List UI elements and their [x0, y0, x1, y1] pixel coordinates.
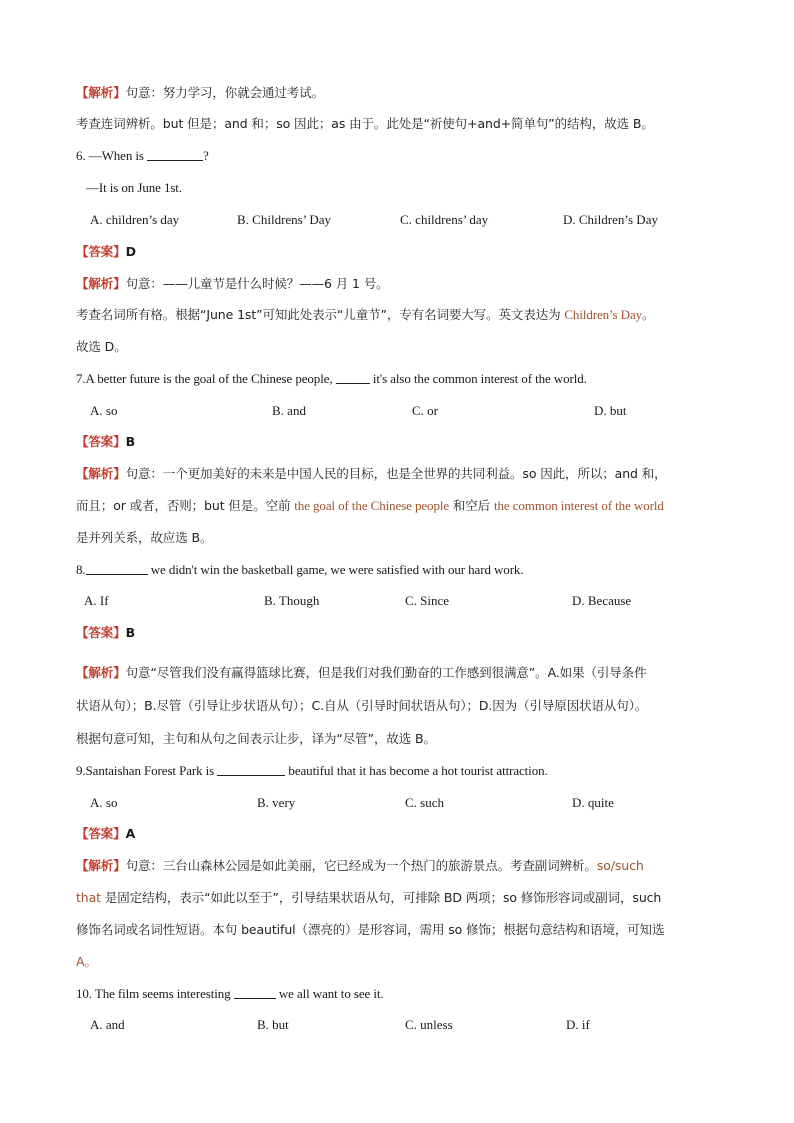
- q10-option-b: B. but: [257, 1017, 289, 1032]
- answer-blank: [217, 762, 285, 776]
- q8-answer: 【答案】B: [76, 625, 136, 640]
- answer-blank: [86, 561, 148, 575]
- q9-option-c: C. such: [405, 795, 444, 810]
- q9-stem: 9.Santaishan Forest Park is beautiful that it has become a hot tourist attraction.: [76, 763, 548, 778]
- q7-option-b: B. and: [272, 403, 306, 418]
- analysis-label: 【解析】: [76, 276, 126, 291]
- q7-option-d: D. but: [594, 403, 627, 418]
- q5-analysis-line1: 【解析】句意：努力学习，你就会通过考试。: [76, 85, 325, 100]
- answer-label: 【答案】: [76, 244, 126, 259]
- q8-analysis-line2: 状语从句）；B.尽管（引导让步状语从句）；C.自从（引导时间状语从句）；D.因为（引导原因状语从句）。: [76, 698, 648, 713]
- q5-analysis-line2: 考查连词辨析。but 但是；and 和；so 因此；as 由于。此处是“祈使句+and+简单句”的结构，故选 B。: [76, 116, 654, 131]
- answer-blank: [147, 147, 203, 161]
- q7-analysis-line3: 是并列关系，故应选 B。: [76, 530, 213, 545]
- q8-analysis-line1: 【解析】句意“尽管我们没有赢得篮球比赛，但是我们对我们勤奋的工作感到很满意”。A.如果（引导条件: [76, 665, 647, 680]
- answer-label: 【答案】: [76, 625, 126, 640]
- q6-analysis-line2: 考查名词所有格。根据“June 1st”可知此处表示“儿童节”，专有名词要大写。英文表达为 Children’s Day。: [76, 307, 655, 322]
- q7-analysis-line1: 【解析】句意：一个更加美好的未来是中国人民的目标，也是全世界的共同利益。so 因此，所以；and 和，: [76, 466, 667, 481]
- q6-option-d: D. Children’s Day: [563, 212, 658, 227]
- analysis-label: 【解析】: [76, 466, 126, 481]
- q10-option-d: D. if: [566, 1017, 590, 1032]
- q10-option-c: C. unless: [405, 1017, 453, 1032]
- q7-option-c: C. or: [412, 403, 438, 418]
- q7-stem: 7.A better future is the goal of the Chinese people, it's also the common interest of the world.: [76, 371, 587, 386]
- q9-analysis-line1: 【解析】句意：三台山森林公园是如此美丽，它已经成为一个热门的旅游景点。考查副词辨析。so/such: [76, 858, 644, 873]
- q9-analysis-line4: A。: [76, 954, 97, 969]
- q6-analysis-line1: 【解析】句意：——儿童节是什么时候？——6 月 1 号。: [76, 276, 389, 291]
- q9-answer: 【答案】A: [76, 826, 136, 841]
- answer-blank: [336, 370, 370, 384]
- answer-label: 【答案】: [76, 826, 126, 841]
- q9-analysis-line2: that 是固定结构，表示“如此以至于”，引导结果状语从句，可排除 BD 两项；so 修饰形容词或副词，such: [76, 890, 662, 905]
- analysis-label: 【解析】: [76, 665, 126, 680]
- answer-label: 【答案】: [76, 434, 126, 449]
- q8-stem: 8. we didn't win the basketball game, we were satisfied with our hard work.: [76, 562, 524, 577]
- q10-stem: 10. The film seems interesting we all want to see it.: [76, 986, 384, 1001]
- q6-line2: —It is on June 1st.: [86, 180, 182, 195]
- answer-blank: [234, 985, 276, 999]
- q6-stem: 6. —When is ?: [76, 148, 209, 163]
- q6-option-b: B. Childrens’ Day: [237, 212, 331, 227]
- q8-option-b: B. Though: [264, 593, 320, 608]
- q6-option-a: A. children’s day: [90, 212, 180, 227]
- q9-analysis-line3: 修饰名词或名词性短语。本句 beautiful（漂亮的）是形容词，需用 so 修饰；根据句意结构和语境，可知选: [76, 922, 665, 937]
- q7-answer: 【答案】B: [76, 434, 136, 449]
- q7-analysis-line2: 而且；or 或者，否则；but 但是。空前 the goal of the Chinese people 和空后 the common interest of the world: [76, 498, 664, 513]
- q7-option-a: A. so: [90, 403, 118, 418]
- q6-analysis-line3: 故选 D。: [76, 339, 127, 354]
- q8-option-a: A. If: [84, 593, 109, 608]
- analysis-label: 【解析】: [76, 85, 126, 100]
- q8-option-d: D. Because: [572, 593, 632, 608]
- q6-answer: 【答案】D: [76, 244, 136, 259]
- q8-option-c: C. Since: [405, 593, 450, 608]
- analysis-label: 【解析】: [76, 858, 126, 873]
- q9-option-d: D. quite: [572, 795, 614, 810]
- q9-option-b: B. very: [257, 795, 296, 810]
- q9-option-a: A. so: [90, 795, 118, 810]
- q6-option-c: C. childrens’ day: [400, 212, 489, 227]
- q8-analysis-line3: 根据句意可知，主句和从句之间表示让步，译为“尽管”，故选 B。: [76, 731, 436, 746]
- q10-option-a: A. and: [90, 1017, 125, 1032]
